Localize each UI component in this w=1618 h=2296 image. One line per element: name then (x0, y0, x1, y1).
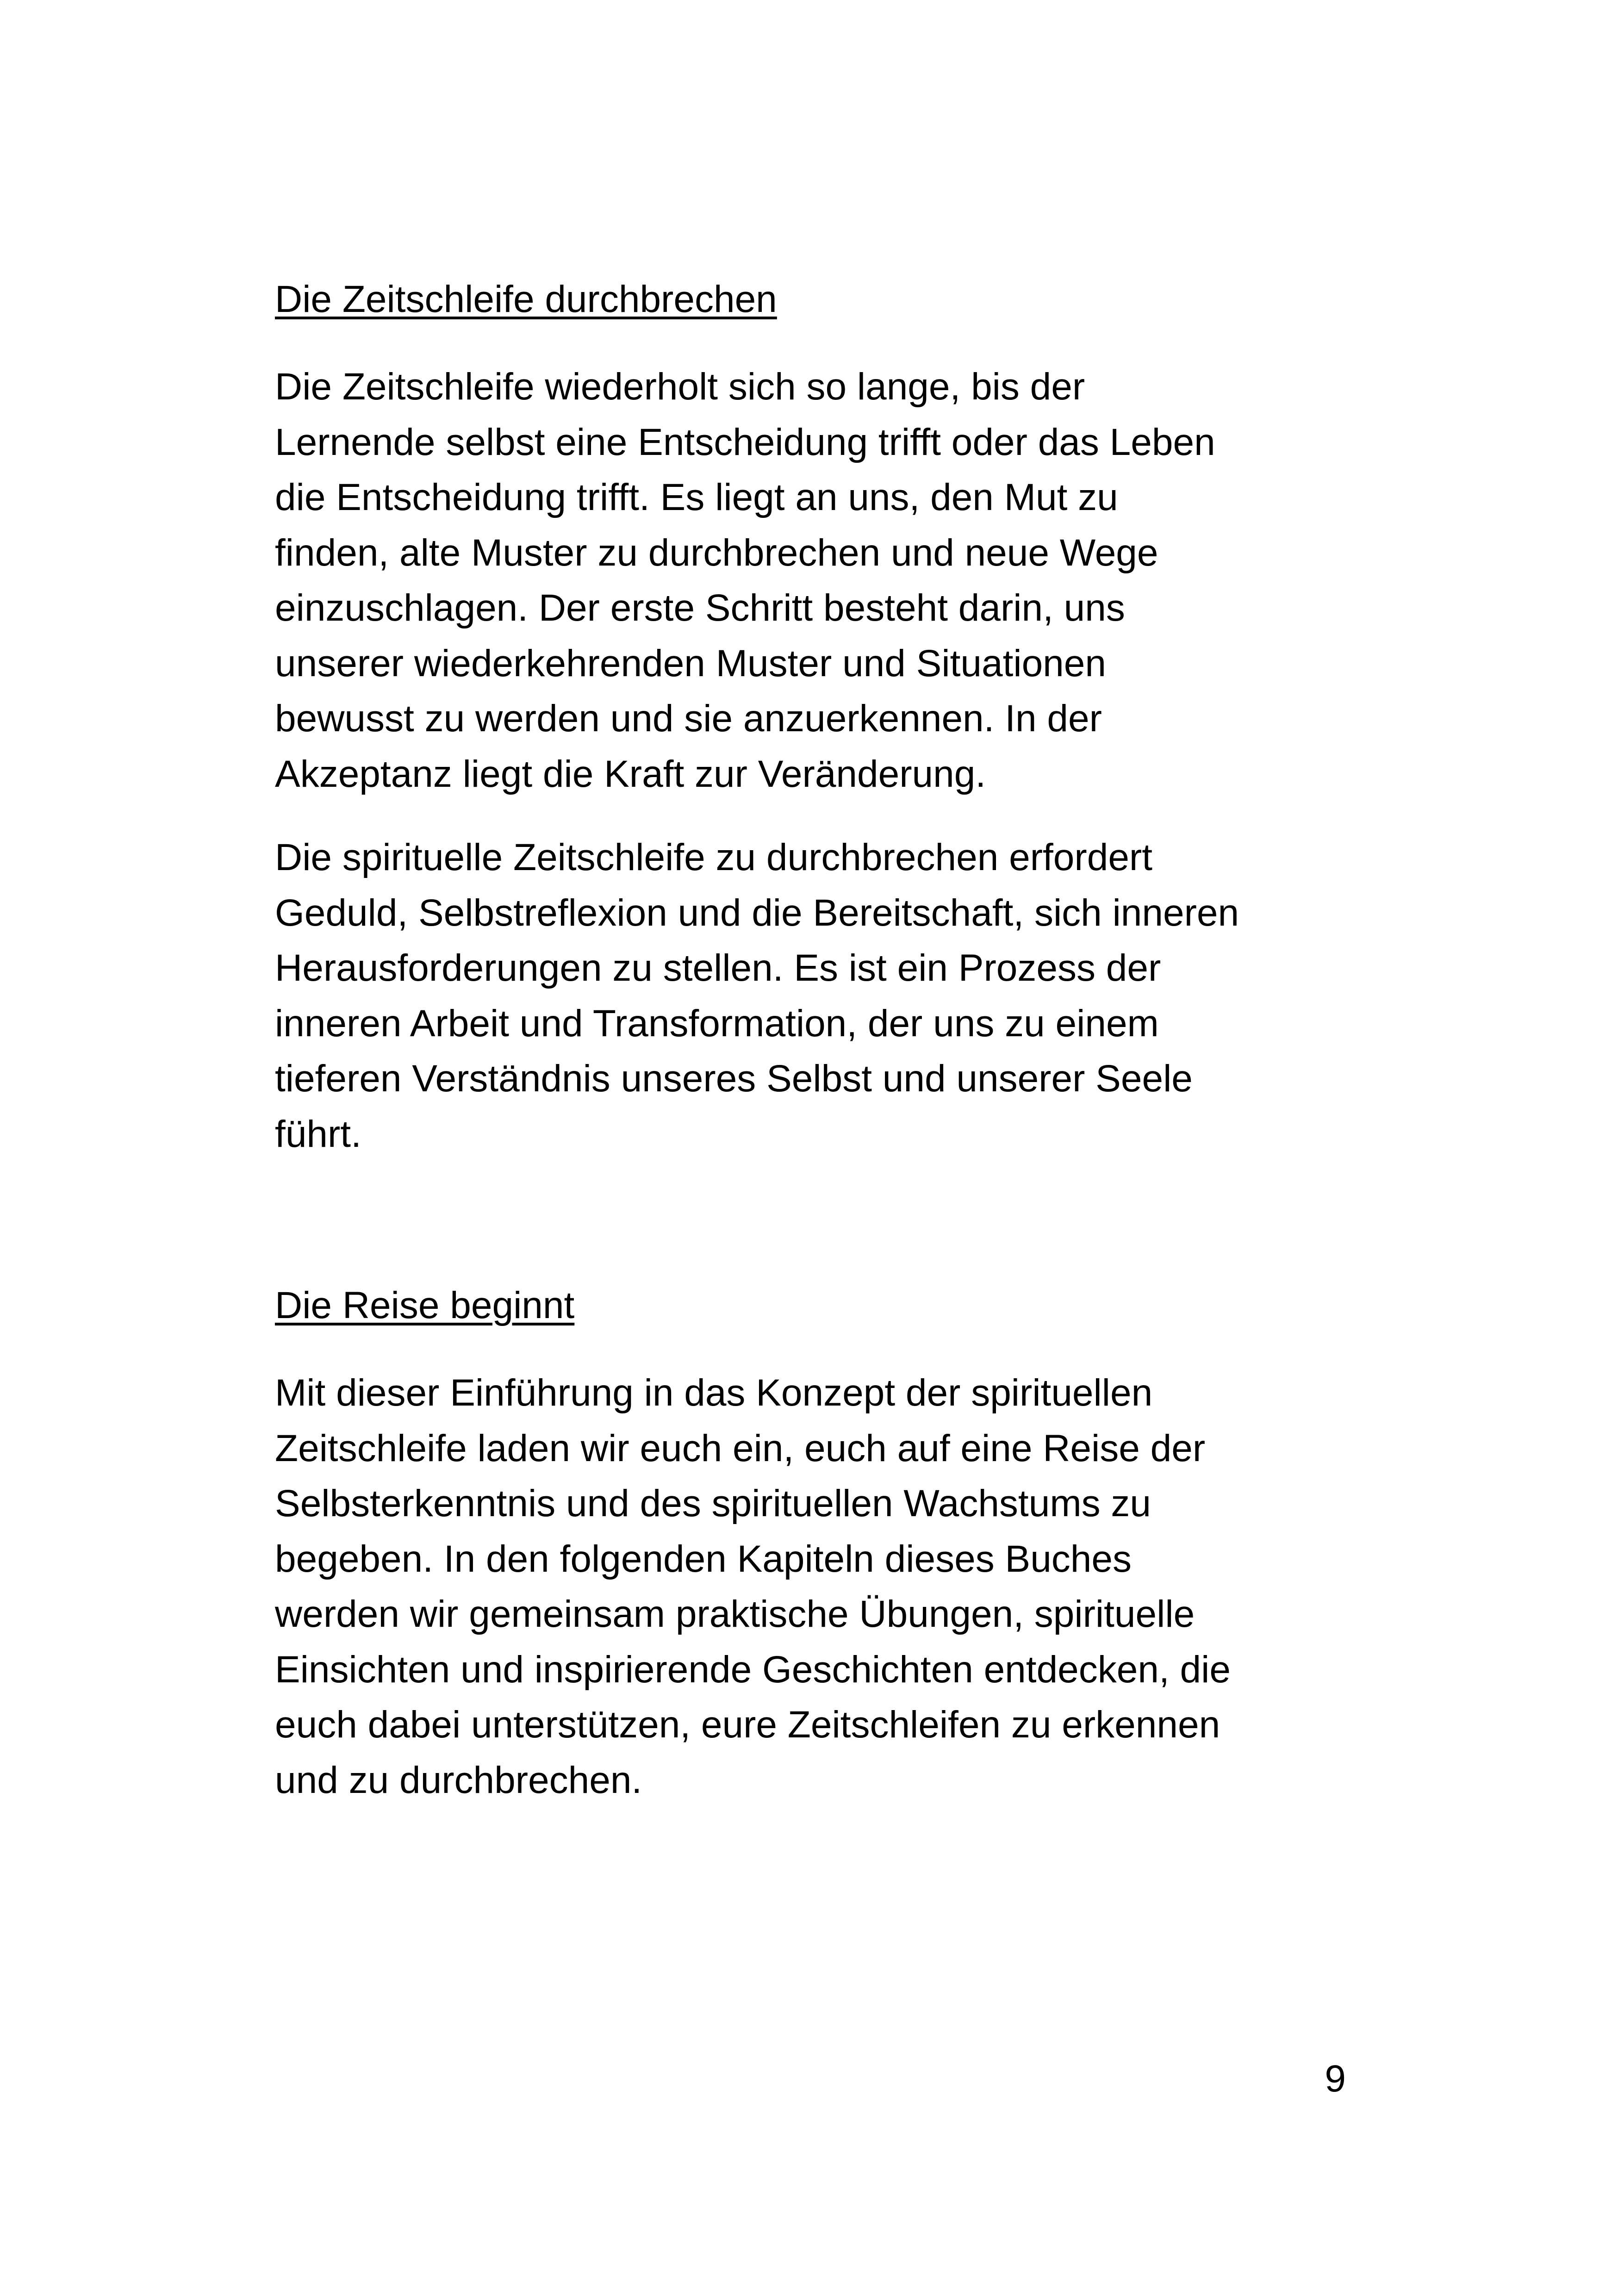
paragraph (275, 359, 1215, 802)
text-line: euch dabei unterstützen, eure Zeitschleifen zu erkennen (275, 1704, 1220, 1746)
text-line: Akzeptanz liegt die Kraft zur Veränderung. (275, 753, 986, 795)
text-line: Herausforderungen zu stellen. Es ist ein Prozess der (275, 947, 1161, 989)
text-line: und zu durchbrechen. (275, 1759, 642, 1801)
section-heading: Die Reise beginnt (275, 1284, 575, 1326)
text-line: Lernende selbst eine Entscheidung trifft oder das Leben (275, 421, 1215, 463)
text-line: die Entscheidung trifft. Es liegt an uns, den Mut zu (275, 476, 1118, 518)
text-line: führt. (275, 1113, 361, 1155)
page-number: 9 (1325, 2058, 1346, 2100)
text-line: begeben. In den folgenden Kapiteln dieses Buches (275, 1537, 1132, 1580)
paragraph (275, 1365, 1231, 1808)
text-line: finden, alte Muster zu durchbrechen und neue Wege (275, 531, 1158, 574)
text-line: Die spirituelle Zeitschleife zu durchbrechen erfordert (275, 836, 1153, 878)
text-line: unserer wiederkehrenden Muster und Situationen (275, 642, 1106, 684)
text-line: tieferen Verständnis unseres Selbst und unserer Seele (275, 1058, 1193, 1100)
text-line: bewusst zu werden und sie anzuerkennen. In der (275, 697, 1102, 740)
paragraph (275, 830, 1239, 1162)
text-line: inneren Arbeit und Transformation, der uns zu einem (275, 1002, 1159, 1045)
section-heading: Die Zeitschleife durchbrechen (275, 278, 777, 320)
text-line: Geduld, Selbstreflexion und die Bereitschaft, sich inneren (275, 891, 1239, 934)
text-line: werden wir gemeinsam praktische Übungen, spirituelle (275, 1593, 1195, 1635)
text-line: Mit dieser Einführung in das Konzept der spirituellen (275, 1372, 1153, 1414)
text-line: Selbsterkenntnis und des spirituellen Wachstums zu (275, 1482, 1151, 1524)
text-line: einzuschlagen. Der erste Schritt besteht darin, uns (275, 587, 1125, 629)
text-line: Zeitschleife laden wir euch ein, euch auf eine Reise der (275, 1427, 1206, 1469)
text-line: Die Zeitschleife wiederholt sich so lange, bis der (275, 366, 1085, 408)
text-line: Einsichten und inspirierende Geschichten entdecken, die (275, 1648, 1231, 1691)
